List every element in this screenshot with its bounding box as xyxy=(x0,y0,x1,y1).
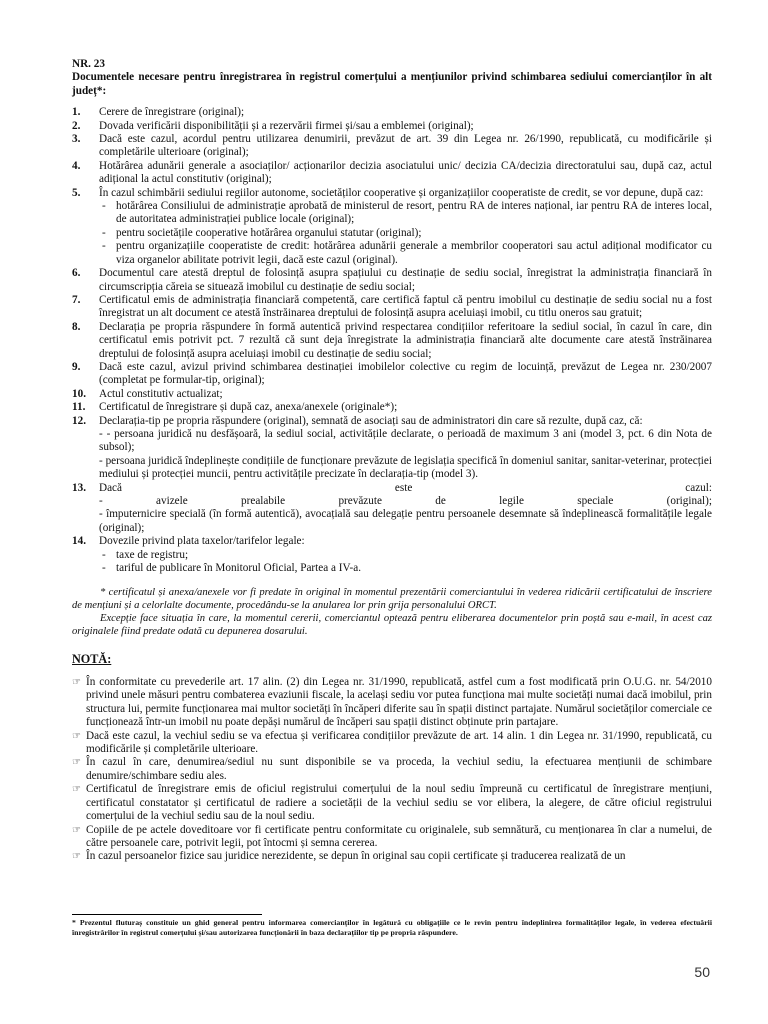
list-item xyxy=(72,187,712,200)
document-body xyxy=(72,58,712,864)
item-number: 10. xyxy=(72,387,86,400)
nota-text: În cazul în care, denumirea/sediul nu sunt disponibile se va proceda, la vechiul sediu, la efectuarea mențiunii de schimbare denumire/schimbare sediu ales. xyxy=(86,756,712,782)
item-text: este xyxy=(394,481,413,494)
sub-item-text: taxe de registru; xyxy=(116,548,189,561)
nota-item xyxy=(72,783,712,823)
sub-item: - taxe de registru; xyxy=(102,549,712,562)
nota-text: În conformitate cu prevederile art. 17 alin. (2) din Legea nr. 31/1990, republicată, astfel cum a fost modificată prin O.U.G. nr. 54/2010 privind unele măsuri pentru combaterea evaziunii fiscale, la același sediu vor putea funcționa mai multe societăți numai dacă imobilul, prin structura lui, permite funcționarea mai multor societăți în încăperi diferite sau în spații distinct partajate. Numărul societăților comerciale ce funcționează într-un imobil nu poate depăși numărul de încăperi sau spații distinct obținute prin partajare. xyxy=(86,676,712,729)
list-item xyxy=(72,361,712,388)
document-number: NR. 23 xyxy=(72,58,105,70)
sub-item: - pentru organizațiile cooperatiste de credit: hotărârea adunării generale a membrilor cooperatori sau actul adițional modificator cu viza organelor abilitate potrivit legii, dacă este cazul (original). xyxy=(102,240,712,266)
item-text: Certificatul emis de administrația financiară competentă, care certifică faptul că pentru imobilul cu destinație de sediu social nu a fost înregistrat un alt document ce atestă înstrăinarea dreptului de folosință asupra aceluiași imobil, cu titlu oneros sau gratuit; xyxy=(99,293,712,320)
star-footnote xyxy=(72,587,712,638)
footnote-paragraph: Excepție face situația în care, la momentul cererii, comerciantul optează pentru eliberarea documentelor prin poștă sau e-mail, în acest caz originalele fiind predate odată cu depunerea dosarului. xyxy=(72,613,712,637)
item-text: Dacă este cazul, acordul pentru utilizarea denumirii, prevăzut de art. 39 din Legea nr. 26/1990, republicată, cu modificările și completările ulterioare (original); xyxy=(99,133,712,159)
item-number: 13. xyxy=(72,481,86,494)
nota-text: Dacă este cazul, la vechiul sediu se va efectua și verificarea condițiilor prevăzute de art. 14 alin. 1 din Legea nr. 31/1990, republicată, cu modificările și completările ulterioare. xyxy=(86,729,712,756)
list-item xyxy=(72,160,712,187)
item-text: Dovezile privind plata taxelor/tarifelor legale: xyxy=(99,535,305,548)
item-number: 14. xyxy=(72,535,86,548)
nota-heading: NOTĂ: xyxy=(72,651,112,666)
item-text: Actul constitutiv actualizat; xyxy=(99,387,223,400)
item-number: 5. xyxy=(72,186,81,199)
item-number: 9. xyxy=(72,360,81,373)
item-number: 12. xyxy=(72,414,86,427)
list-item xyxy=(72,106,712,119)
page-number: 50 xyxy=(694,964,710,980)
item-text: cazul: xyxy=(685,481,712,494)
list-item xyxy=(72,133,712,160)
footnote-divider xyxy=(72,914,262,915)
sub-item-text: - persoana juridică îndeplinește condițiile de funcționare prevăzute de legislația specifică în domeniul sanitar, sanitar-veterinar, protecției mediului și protecției muncii, pentru activitățile precizate în declarația-tip (model 3). xyxy=(99,454,712,481)
list-item xyxy=(72,267,712,294)
sub-item-text: - împuternicire specială (în formă autentică), avocațială sau delegație pentru persoanele desemnate să îndeplinească formalitățile legale (original); xyxy=(99,508,712,534)
nota-text: În cazul persoanelor fizice sau juridice nerezidente, se depun în original sau copii certificate și traducerea realizată de un xyxy=(86,850,626,863)
page-footnote: * Prezentul fluturaș constituie un ghid general pentru informarea comercianților în legătură cu obligațiile ce le revin pentru îndeplinirea formalităților legale, în vederea efectuării înregistrărilor în registrul comerțului și/sau autorizarea funcționării în baza declarațiilor tip pe propria răspundere. xyxy=(72,918,712,937)
item-text: Cerere de înregistrare (original); xyxy=(99,106,245,119)
item-number: 4. xyxy=(72,159,81,172)
item-text: Hotărârea adunării generale a asociaților/ acționarilor decizia asociatului unic/ decizia CA/decizia directoratului sau, după caz, actul adițional la actul constitutiv (original); xyxy=(99,159,712,186)
item-number: 7. xyxy=(72,293,81,306)
nota-list xyxy=(72,676,712,864)
item-text: Certificatul de înregistrare și după caz, anexa/anexele (originale*); xyxy=(99,401,398,414)
sub-item-text: hotărârea Consiliului de administrație aprobată de ministerul de resort, pentru RA de interes național, iar pentru RA de interes local, de autoritatea administrației publice locale (original); xyxy=(116,200,712,226)
pointing-hand-icon: ☞ xyxy=(72,730,81,742)
nota-item xyxy=(72,756,712,783)
item-text: Documentul care atestă dreptul de folosință asupra spațiului cu destinație de sediu social, înregistrat la administrația financiară în circumscripția căreia se situează imobilul cu destinație de sediu social; xyxy=(99,267,712,293)
item-text: Dacă este cazul, avizul privind schimbarea destinației imobilelor colective cu regim de locuință, prevăzut de Legea nr. 230/2007 (completat pe formular-tip, original); xyxy=(99,360,712,387)
document-title: Documentele necesare pentru înregistrarea în registrul comerțului a mențiunilor privind schimbarea sediului comercianților în alt județ*: xyxy=(72,71,712,97)
pointing-hand-icon: ☞ xyxy=(72,851,81,863)
item-number: 11. xyxy=(72,401,86,414)
item-number: 2. xyxy=(72,119,81,132)
item-number: 8. xyxy=(72,320,81,333)
list-item xyxy=(72,294,712,321)
pointing-hand-icon: ☞ xyxy=(72,824,81,836)
sub-item: - pentru societățile cooperative hotărârea organului statutar (original); xyxy=(102,227,712,240)
sub-item-text: pentru organizațiile cooperatiste de credit: hotărârea adunării generale a membrilor cooperatori sau actul adițional modificator cu viza organelor abilitate potrivit legii, dacă este cazul (original). xyxy=(116,240,712,266)
sub-item-text: pentru societățile cooperative hotărârea organului statutar (original); xyxy=(116,226,422,239)
pointing-hand-icon: ☞ xyxy=(72,677,81,689)
nota-item xyxy=(72,676,712,730)
nota-item xyxy=(72,824,712,851)
item-text: În cazul schimbării sediului regiilor autonome, societăților cooperative și organizațiilor cooperatiste de credit, se vor depune, după caz: xyxy=(99,186,704,199)
list-item xyxy=(72,321,712,361)
list-item xyxy=(72,415,712,482)
sub-item-text: tariful de publicare în Monitorul Oficial, Partea a IV-a. xyxy=(116,562,362,575)
footnote-paragraph: * certificatul și anexa/anexele vor fi predate în original în momentul prezentării comerciantului în vederea ridicării certificatului de înscriere de mențiuni și a celorlalte documente, procedându-se la anularea lor prin grija personalului ORCT. xyxy=(72,587,712,612)
pointing-hand-icon: ☞ xyxy=(72,757,81,769)
list-item xyxy=(72,120,712,133)
list-item xyxy=(72,535,712,548)
pointing-hand-icon: ☞ xyxy=(72,784,81,796)
item-text: Dacă xyxy=(99,481,122,494)
item-number: 1. xyxy=(72,106,81,119)
nota-item xyxy=(72,730,712,757)
list-item xyxy=(72,482,712,536)
nota-item xyxy=(72,850,712,863)
item-text: Dovada verificării disponibilității și a rezervării firmei și/sau a emblemei (original); xyxy=(99,119,474,132)
nota-text: Certificatul de înregistrare emis de oficiul registrului comerțului de la noul sediu împreună cu certificatul de înregistrare mențiuni, certificatul constatator și certificatul de radiere a societății de la vechiul sediu se vor elibera, la alegere, de către oficiul registrului comerțului de la vechiul sediu sau de la noul sediu. xyxy=(86,783,712,823)
list-item xyxy=(72,388,712,401)
sub-item: - hotărârea Consiliului de administrație aprobată de ministerul de resort, pentru RA de interes național, iar pentru RA de interes local, de autoritatea administrației publice locale (original); xyxy=(102,200,712,226)
sub-item-text: - avizele prealabile prevăzute de legile speciale (original); xyxy=(99,495,712,507)
sub-item: - tariful de publicare în Monitorul Oficial, Partea a IV-a. xyxy=(102,562,712,575)
item-text: Declarația pe propria răspundere în formă autentică privind respectarea condițiilor referitoare la sediul social, în cazul în care, din certificatul emis potrivit pct. 7 rezultă că sunt deja înregistrate la administrația financiară alte documente care atestă înstrăinarea dreptului de folosință asupra aceluiași imobil cu destinație de sediu social; xyxy=(99,320,712,360)
list-item xyxy=(72,401,712,414)
item-number: 6. xyxy=(72,267,81,280)
sub-item-text: - - persoana juridică nu desfășoară, la sediul social, activitățile declarate, o perioadă de maximum 3 ani (model 3, pct. 6 din Nota de subsol); xyxy=(99,427,712,454)
item-number: 3. xyxy=(72,133,81,146)
item-text: Declarația-tip pe propria răspundere (original), semnată de asociați sau de administratori din care să rezulte, după caz, că: xyxy=(99,414,643,427)
requirements-list xyxy=(72,106,712,575)
nota-text: Copiile de pe actele doveditoare vor fi certificate pentru conformitate cu originalele, sub semnătură, cu menționarea în clar a numelui, de către persoanele care, potrivit legii, pot întocmi și semna cererea. xyxy=(86,823,712,849)
